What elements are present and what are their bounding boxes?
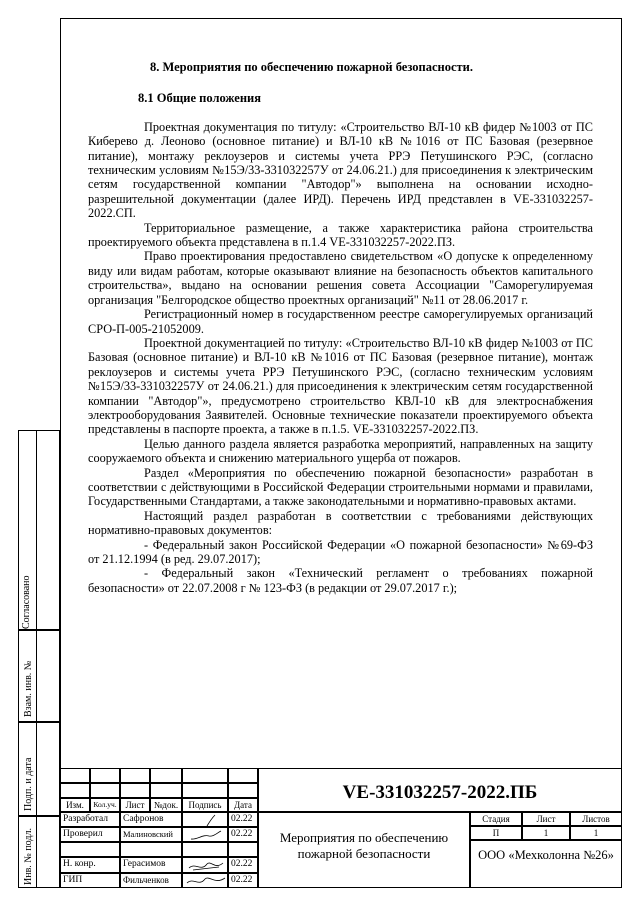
sheets-label: Листов	[570, 812, 622, 826]
inv-replace-label: Взам. инв. №	[23, 660, 34, 717]
header-ndok: №док.	[150, 798, 182, 812]
agreed-box	[18, 430, 60, 630]
sign-date-box	[18, 722, 60, 816]
header-izm: Изм.	[60, 798, 90, 812]
title-block	[60, 768, 622, 888]
sheet-value: 1	[522, 826, 570, 840]
paragraph: Право проектирования предоставлено свидетельством «О допуске к определенному виду или видам работам, которые оказывают влияние на безопасность объектов капитального строительства», выдано на основании решения совета Ассоциации "Саморегулируемая организация "Белгородское общество проектных организаций" №11 от 28.06.2017 г.	[88, 249, 593, 307]
person-name: Фильченков	[120, 873, 182, 888]
stamp-empty-cell	[182, 768, 228, 783]
stamp-empty-cell	[90, 768, 120, 783]
signature-cell	[182, 812, 228, 827]
document-code: VE-331032257-2022.ПБ	[258, 768, 622, 812]
stage-label: Стадия	[470, 812, 522, 826]
agreed-label: Согласовано	[21, 575, 32, 629]
role-label: Разработал	[60, 812, 120, 827]
inv-replace-box	[18, 630, 60, 722]
sheets-value: 1	[570, 826, 622, 840]
header-list: Лист	[120, 798, 150, 812]
section-subheading: 8.1 Общие положения	[138, 91, 262, 106]
signature-cell	[182, 873, 228, 888]
stamp-empty-cell	[150, 783, 182, 798]
role-label: ГИП	[60, 873, 120, 888]
signature-icon	[183, 858, 228, 873]
organization-name: ООО «Мехколонна №26»	[470, 840, 622, 888]
signature-icon	[183, 828, 228, 842]
list-item: - Федеральный закон «Технический регламент о требованиях пожарной безопасности» от 22.07.2008 г № 123-ФЗ (в редакции от 29.07.2017 г.);	[88, 566, 593, 595]
stamp-empty-cell	[228, 768, 258, 783]
sign-date: 02.22	[228, 857, 258, 873]
stamp-empty-cell	[228, 783, 258, 798]
person-name: Малиновский	[120, 827, 182, 842]
sheet-label: Лист	[522, 812, 570, 826]
sign-date: 02.22	[228, 827, 258, 842]
stamp-empty-cell	[182, 842, 228, 857]
header-data: Дата	[228, 798, 258, 812]
header-podpis: Подпись	[182, 798, 228, 812]
sign-date: 02.22	[228, 812, 258, 827]
sign-date-label: Подп. и дата	[23, 757, 34, 811]
list-item: - Федеральный закон Российской Федерации «О пожарной безопасности» №69-ФЗ от 21.12.1994 (в ред. 29.07.2017);	[88, 537, 593, 566]
paragraph: Проектная документация по титулу: «Строительство ВЛ-10 кВ фидер №1003 от ПС Киберево д. Леоново (основное питание) и ВЛ-10 кВ №1016 от ПС Базовая (резервное питание), монтажу реклоузеров и системы учета РРЭ Петушинского РЭС, (согласно техническим условиям №15Э/33-331032257У от 24.06.21.) для присоединения к электрическим сетям государственной компании "Автодор"» выполнена на основании исходно-разрешительной документации (далее ИРД). Перечень ИРД представлен в VE-331032257-2022.СП.	[88, 119, 593, 221]
sign-date: 02.22	[228, 873, 258, 888]
role-label: Н. конр.	[60, 857, 120, 873]
stage-value: П	[470, 826, 522, 840]
inv-orig-box	[18, 816, 60, 888]
paragraph: Настоящий раздел разработан в соответствии с требованиями действующих нормативно-правовых документов:	[88, 508, 593, 538]
inv-orig-label: Инв. № подл.	[23, 828, 34, 885]
person-name: Сафронов	[120, 812, 182, 827]
document-title: Мероприятия по обеспечению пожарной безопасности	[258, 812, 470, 888]
paragraph: Раздел «Мероприятия по обеспечению пожарной безопасности» разработан в соответствии с действующими в Российской Федерации строительными нормами и правилами, Государственными Стандартами, а также законодательными и нормативно-правовых актами.	[88, 465, 593, 509]
role-label: Проверил	[60, 827, 120, 842]
stamp-empty-cell	[228, 842, 258, 857]
stamp-empty-cell	[60, 842, 120, 857]
side-divider	[36, 430, 37, 888]
document-body	[88, 60, 593, 595]
person-name: Герасимов	[120, 857, 182, 873]
signature-cell	[182, 857, 228, 873]
stamp-empty-cell	[60, 783, 90, 798]
stamp-empty-cell	[120, 842, 182, 857]
signature-icon	[183, 813, 228, 827]
section-heading: 8. Мероприятия по обеспечению пожарной безопасности.	[150, 60, 473, 74]
stamp-empty-cell	[182, 783, 228, 798]
side-strip	[18, 430, 60, 888]
signature-cell	[182, 827, 228, 842]
signature-icon	[183, 874, 228, 888]
paragraph: Проектной документацией по титулу: «Строительство ВЛ-10 кВ фидер №1003 от ПС Базовая (основное питание) и ВЛ-10 кВ №1016 от ПС Базовая (резервное питание), монтаж реклоузеров и системы учета РРЭ Петушинского РЭС, (согласно техническим условиям №15Э/33-331032257У от 24.06.21.) для присоединения к электрическим сетям государственной компании "Автодор"», предусмотрено строительство КВЛ-10 кВ для электроснабжения электрооборудования Заявителей. Основные технические показатели проектируемого объекта представлены в паспорте проекта, а также в п.1.5. VE-331032257-2022.ПЗ.	[88, 335, 593, 437]
paragraph: Территориальное размещение, а также характеристика района строительства проектируемого объекта представлена в п.1.4 VE-331032257-2022.ПЗ.	[88, 220, 593, 250]
stamp-empty-cell	[90, 783, 120, 798]
stamp-empty-cell	[60, 768, 90, 783]
stamp-empty-cell	[120, 768, 150, 783]
paragraph: Регистрационный номер в государственном реестре саморегулируемых организаций СРО-П-005-21052009.	[88, 307, 593, 336]
header-kol: Кол.уч.	[90, 798, 120, 812]
stamp-empty-cell	[150, 768, 182, 783]
paragraph: Целью данного раздела является разработка мероприятий, направленных на защиту сооружаемого объекта и снижению материального ущерба от пожаров.	[88, 436, 593, 466]
stamp-empty-cell	[120, 783, 150, 798]
